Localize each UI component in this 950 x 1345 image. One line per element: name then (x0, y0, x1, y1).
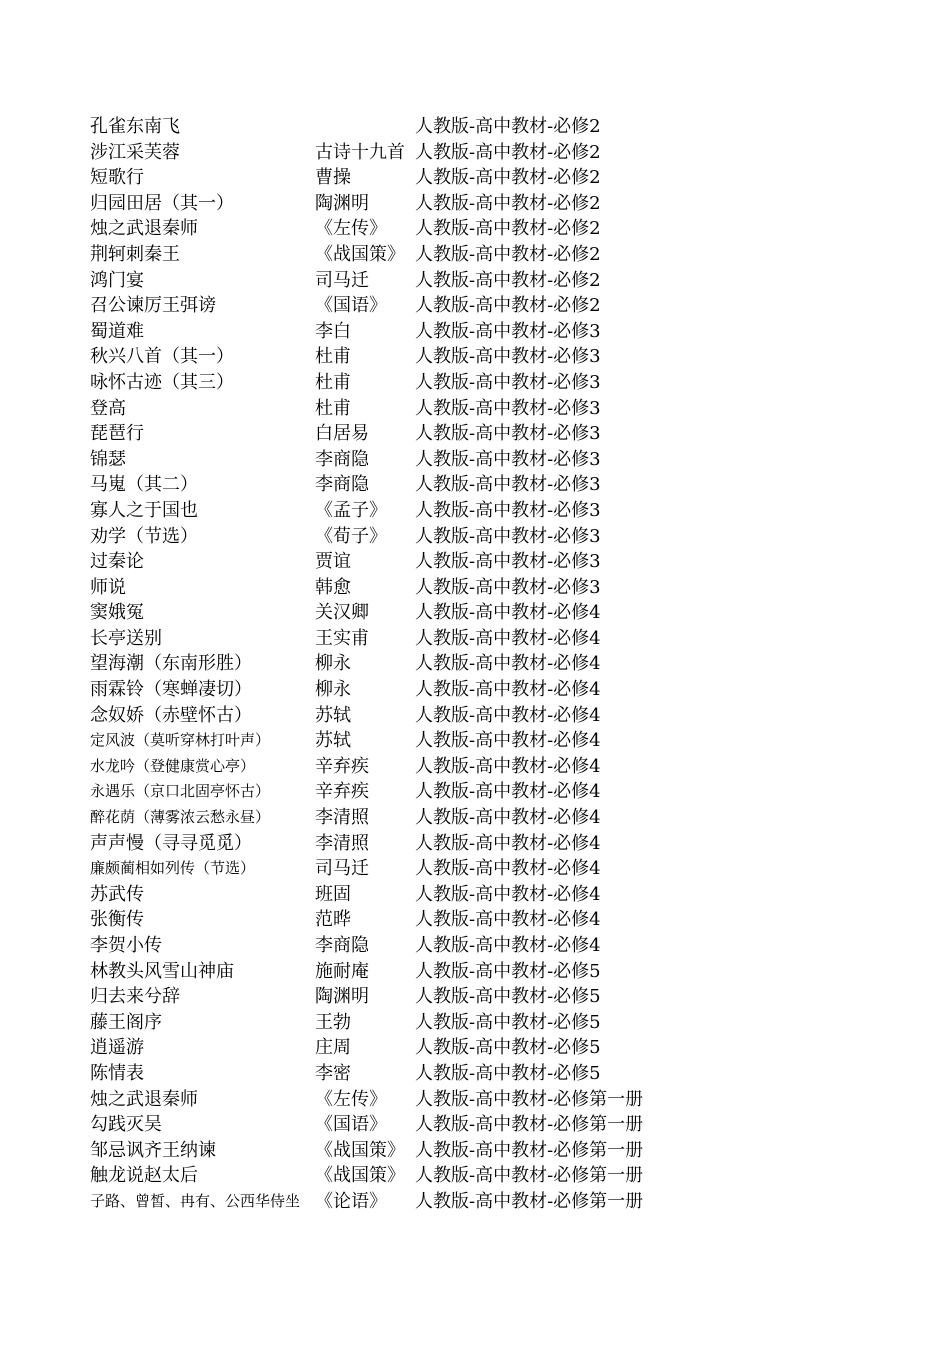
source-cell: 人教版-高中教材-必修3 (415, 423, 601, 445)
title-cell: 声声慢（寻寻觅觅） (90, 832, 252, 854)
author-cell: 李商隐 (315, 935, 369, 956)
title-cell: 林教头风雪山神庙 (90, 960, 234, 982)
title-cell: 锦瑟 (90, 448, 126, 470)
author-cell: 李清照 (315, 832, 369, 854)
title-cell: 烛之武退秦师 (90, 218, 198, 240)
table-row (90, 524, 690, 550)
table-row (90, 856, 690, 882)
table-row (90, 703, 690, 729)
title-cell: 子路、曾皙、冉有、公西华侍坐 (90, 1191, 301, 1210)
author-cell: 杜甫 (315, 397, 351, 419)
text-list-table (90, 114, 690, 1215)
source-cell: 人教版-高中教材-必修5 (415, 1011, 601, 1033)
table-row (90, 805, 690, 831)
author-cell: 贾谊 (315, 551, 351, 573)
title-cell: 勾践灭吴 (90, 1114, 162, 1136)
table-row (90, 242, 690, 268)
author-cell: 李白 (315, 320, 351, 342)
title-cell: 窦娥冤 (90, 602, 144, 624)
title-cell: 张衡传 (90, 909, 144, 931)
title-cell: 邹忌讽齐王纳谏 (90, 1139, 216, 1161)
source-cell: 人教版-高中教材-必修4 (415, 627, 601, 649)
table-row (90, 575, 690, 601)
table-row (90, 498, 690, 524)
author-cell: 庄周 (315, 1037, 351, 1059)
source-cell: 人教版-高中教材-必修3 (415, 499, 601, 521)
source-cell: 人教版-高中教材-必修2 (415, 295, 601, 317)
table-row (90, 600, 690, 626)
table-row (90, 728, 690, 754)
source-cell: 人教版-高中教材-必修2 (415, 269, 601, 291)
source-cell: 人教版-高中教材-必修2 (415, 167, 601, 189)
title-cell: 过秦论 (90, 551, 144, 573)
title-cell: 李贺小传 (90, 935, 162, 956)
source-cell: 人教版-高中教材-必修4 (415, 858, 601, 880)
title-cell: 短歌行 (90, 167, 144, 189)
table-row (90, 421, 690, 447)
source-cell: 人教版-高中教材-必修3 (415, 320, 601, 342)
title-cell: 定风波（莫听穿林打叶声） (90, 731, 271, 750)
source-cell: 人教版-高中教材-必修4 (415, 730, 601, 752)
table-row (90, 754, 690, 780)
source-cell: 人教版-高中教材-必修4 (415, 602, 601, 624)
table-row (90, 319, 690, 345)
author-cell: 《国语》 (315, 1114, 387, 1136)
title-cell: 劝学（节选） (90, 525, 198, 547)
source-cell: 人教版-高中教材-必修4 (415, 755, 601, 777)
table-row (90, 959, 690, 985)
source-cell: 人教版-高中教材-必修5 (415, 1062, 601, 1084)
author-cell: 《孟子》 (315, 499, 387, 521)
table-row (90, 549, 690, 575)
author-cell: 《左传》 (315, 1088, 387, 1110)
author-cell: 李清照 (315, 807, 369, 829)
source-cell: 人教版-高中教材-必修3 (415, 448, 601, 470)
table-row (90, 984, 690, 1010)
source-cell: 人教版-高中教材-必修2 (415, 218, 601, 240)
table-row (90, 882, 690, 908)
author-cell: 司马迁 (315, 269, 369, 291)
source-cell: 人教版-高中教材-必修4 (415, 679, 601, 701)
title-cell: 孔雀东南飞 (90, 116, 180, 137)
title-cell: 寡人之于国也 (90, 499, 198, 521)
source-cell: 人教版-高中教材-必修3 (415, 551, 601, 573)
table-row (90, 1035, 690, 1061)
table-row (90, 907, 690, 933)
table-row (90, 396, 690, 422)
source-cell: 人教版-高中教材-必修4 (415, 653, 601, 675)
title-cell: 逍遥游 (90, 1037, 144, 1059)
source-cell: 人教版-高中教材-必修3 (415, 525, 601, 547)
author-cell: 杜甫 (315, 346, 351, 368)
source-cell: 人教版-高中教材-必修第一册 (415, 1139, 644, 1161)
title-cell: 望海潮（东南形胜） (90, 653, 252, 675)
title-cell: 归园田居（其一） (90, 192, 234, 214)
title-cell: 琵琶行 (90, 423, 144, 445)
author-cell: 班固 (315, 883, 351, 905)
title-cell: 师说 (90, 576, 126, 598)
source-cell: 人教版-高中教材-必修4 (415, 781, 601, 803)
author-cell: 《战国策》 (315, 1139, 405, 1161)
title-cell: 鸿门宴 (90, 269, 144, 291)
author-cell: 辛弃疾 (315, 755, 369, 777)
title-cell: 永遇乐（京口北固亭怀古） (90, 782, 271, 801)
title-cell: 涉江采芙蓉 (90, 141, 180, 163)
author-cell: 《左传》 (315, 218, 387, 240)
author-cell: 古诗十九首 (315, 141, 405, 163)
author-cell: 曹操 (315, 167, 351, 189)
title-cell: 雨霖铃（寒蝉凄切） (90, 679, 252, 701)
source-cell: 人教版-高中教材-必修3 (415, 576, 601, 598)
author-cell: 《国语》 (315, 295, 387, 317)
table-row (90, 191, 690, 217)
table-row (90, 831, 690, 857)
source-cell: 人教版-高中教材-必修4 (415, 909, 601, 931)
table-row (90, 447, 690, 473)
source-cell: 人教版-高中教材-必修4 (415, 704, 601, 726)
author-cell: 陶渊明 (315, 192, 369, 214)
author-cell: 施耐庵 (315, 960, 369, 982)
source-cell: 人教版-高中教材-必修2 (415, 192, 601, 214)
title-cell: 归去来兮辞 (90, 986, 180, 1008)
source-cell: 人教版-高中教材-必修第一册 (415, 1165, 644, 1187)
table-row (90, 1189, 690, 1215)
author-cell: 司马迁 (315, 858, 369, 880)
author-cell: 《战国策》 (315, 1165, 405, 1187)
title-cell: 咏怀古迹（其三） (90, 371, 234, 393)
table-row (90, 114, 690, 140)
author-cell: 陶渊明 (315, 986, 369, 1008)
table-row (90, 216, 690, 242)
author-cell: 李商隐 (315, 474, 369, 496)
source-cell: 人教版-高中教材-必修第一册 (415, 1114, 644, 1136)
title-cell: 烛之武退秦师 (90, 1088, 198, 1110)
title-cell: 召公谏厉王弭谤 (90, 295, 216, 317)
source-cell: 人教版-高中教材-必修4 (415, 807, 601, 829)
table-row (90, 1061, 690, 1087)
title-cell: 苏武传 (90, 883, 144, 905)
source-cell: 人教版-高中教材-必修2 (415, 116, 601, 137)
source-cell: 人教版-高中教材-必修3 (415, 397, 601, 419)
source-cell: 人教版-高中教材-必修4 (415, 883, 601, 905)
source-cell: 人教版-高中教材-必修5 (415, 986, 601, 1008)
title-cell: 荆轲刺秦王 (90, 243, 180, 265)
title-cell: 念奴娇（赤壁怀古） (90, 704, 252, 726)
title-cell: 马嵬（其二） (90, 474, 198, 496)
table-row (90, 165, 690, 191)
source-cell: 人教版-高中教材-必修5 (415, 960, 601, 982)
source-cell: 人教版-高中教材-必修3 (415, 371, 601, 393)
title-cell: 登高 (90, 397, 126, 419)
title-cell: 陈情表 (90, 1062, 144, 1084)
author-cell: 韩愈 (315, 576, 351, 598)
table-row (90, 344, 690, 370)
title-cell: 廉颇蔺相如列传（节选） (90, 859, 256, 878)
table-row (90, 140, 690, 166)
title-cell: 秋兴八首（其一） (90, 346, 234, 368)
table-row (90, 933, 690, 959)
source-cell: 人教版-高中教材-必修3 (415, 474, 601, 496)
title-cell: 水龙吟（登健康赏心亭） (90, 756, 256, 775)
source-cell: 人教版-高中教材-必修5 (415, 1037, 601, 1059)
source-cell: 人教版-高中教材-必修第一册 (415, 1088, 644, 1110)
author-cell: 苏轼 (315, 704, 351, 726)
author-cell: 《战国策》 (315, 243, 405, 265)
title-cell: 蜀道难 (90, 320, 144, 342)
table-row (90, 268, 690, 294)
author-cell: 柳永 (315, 653, 351, 675)
source-cell: 人教版-高中教材-必修2 (415, 141, 601, 163)
author-cell: 范晔 (315, 909, 351, 931)
source-cell: 人教版-高中教材-必修4 (415, 832, 601, 854)
title-cell: 醉花荫（薄雾浓云愁永昼） (90, 808, 271, 827)
table-row (90, 293, 690, 319)
author-cell: 柳永 (315, 679, 351, 701)
author-cell: 苏轼 (315, 730, 351, 752)
source-cell: 人教版-高中教材-必修4 (415, 935, 601, 956)
title-cell: 触龙说赵太后 (90, 1165, 198, 1187)
table-row (90, 1163, 690, 1189)
table-row (90, 370, 690, 396)
table-row (90, 651, 690, 677)
table-row (90, 1087, 690, 1113)
table-row (90, 779, 690, 805)
table-row (90, 677, 690, 703)
title-cell: 藤王阁序 (90, 1011, 162, 1033)
source-cell: 人教版-高中教材-必修第一册 (415, 1190, 644, 1212)
author-cell: 杜甫 (315, 371, 351, 393)
author-cell: 《荀子》 (315, 525, 387, 547)
author-cell: 李密 (315, 1062, 351, 1084)
title-cell: 长亭送别 (90, 627, 162, 649)
table-row (90, 1138, 690, 1164)
author-cell: 王实甫 (315, 627, 369, 649)
author-cell: 李商隐 (315, 448, 369, 470)
source-cell: 人教版-高中教材-必修2 (415, 243, 601, 265)
author-cell: 辛弃疾 (315, 781, 369, 803)
table-row (90, 1112, 690, 1138)
table-row (90, 626, 690, 652)
author-cell: 《论语》 (315, 1190, 387, 1212)
author-cell: 关汉卿 (315, 602, 369, 624)
table-row (90, 472, 690, 498)
author-cell: 白居易 (315, 423, 369, 445)
author-cell: 王勃 (315, 1011, 351, 1033)
table-row (90, 1010, 690, 1036)
source-cell: 人教版-高中教材-必修3 (415, 346, 601, 368)
